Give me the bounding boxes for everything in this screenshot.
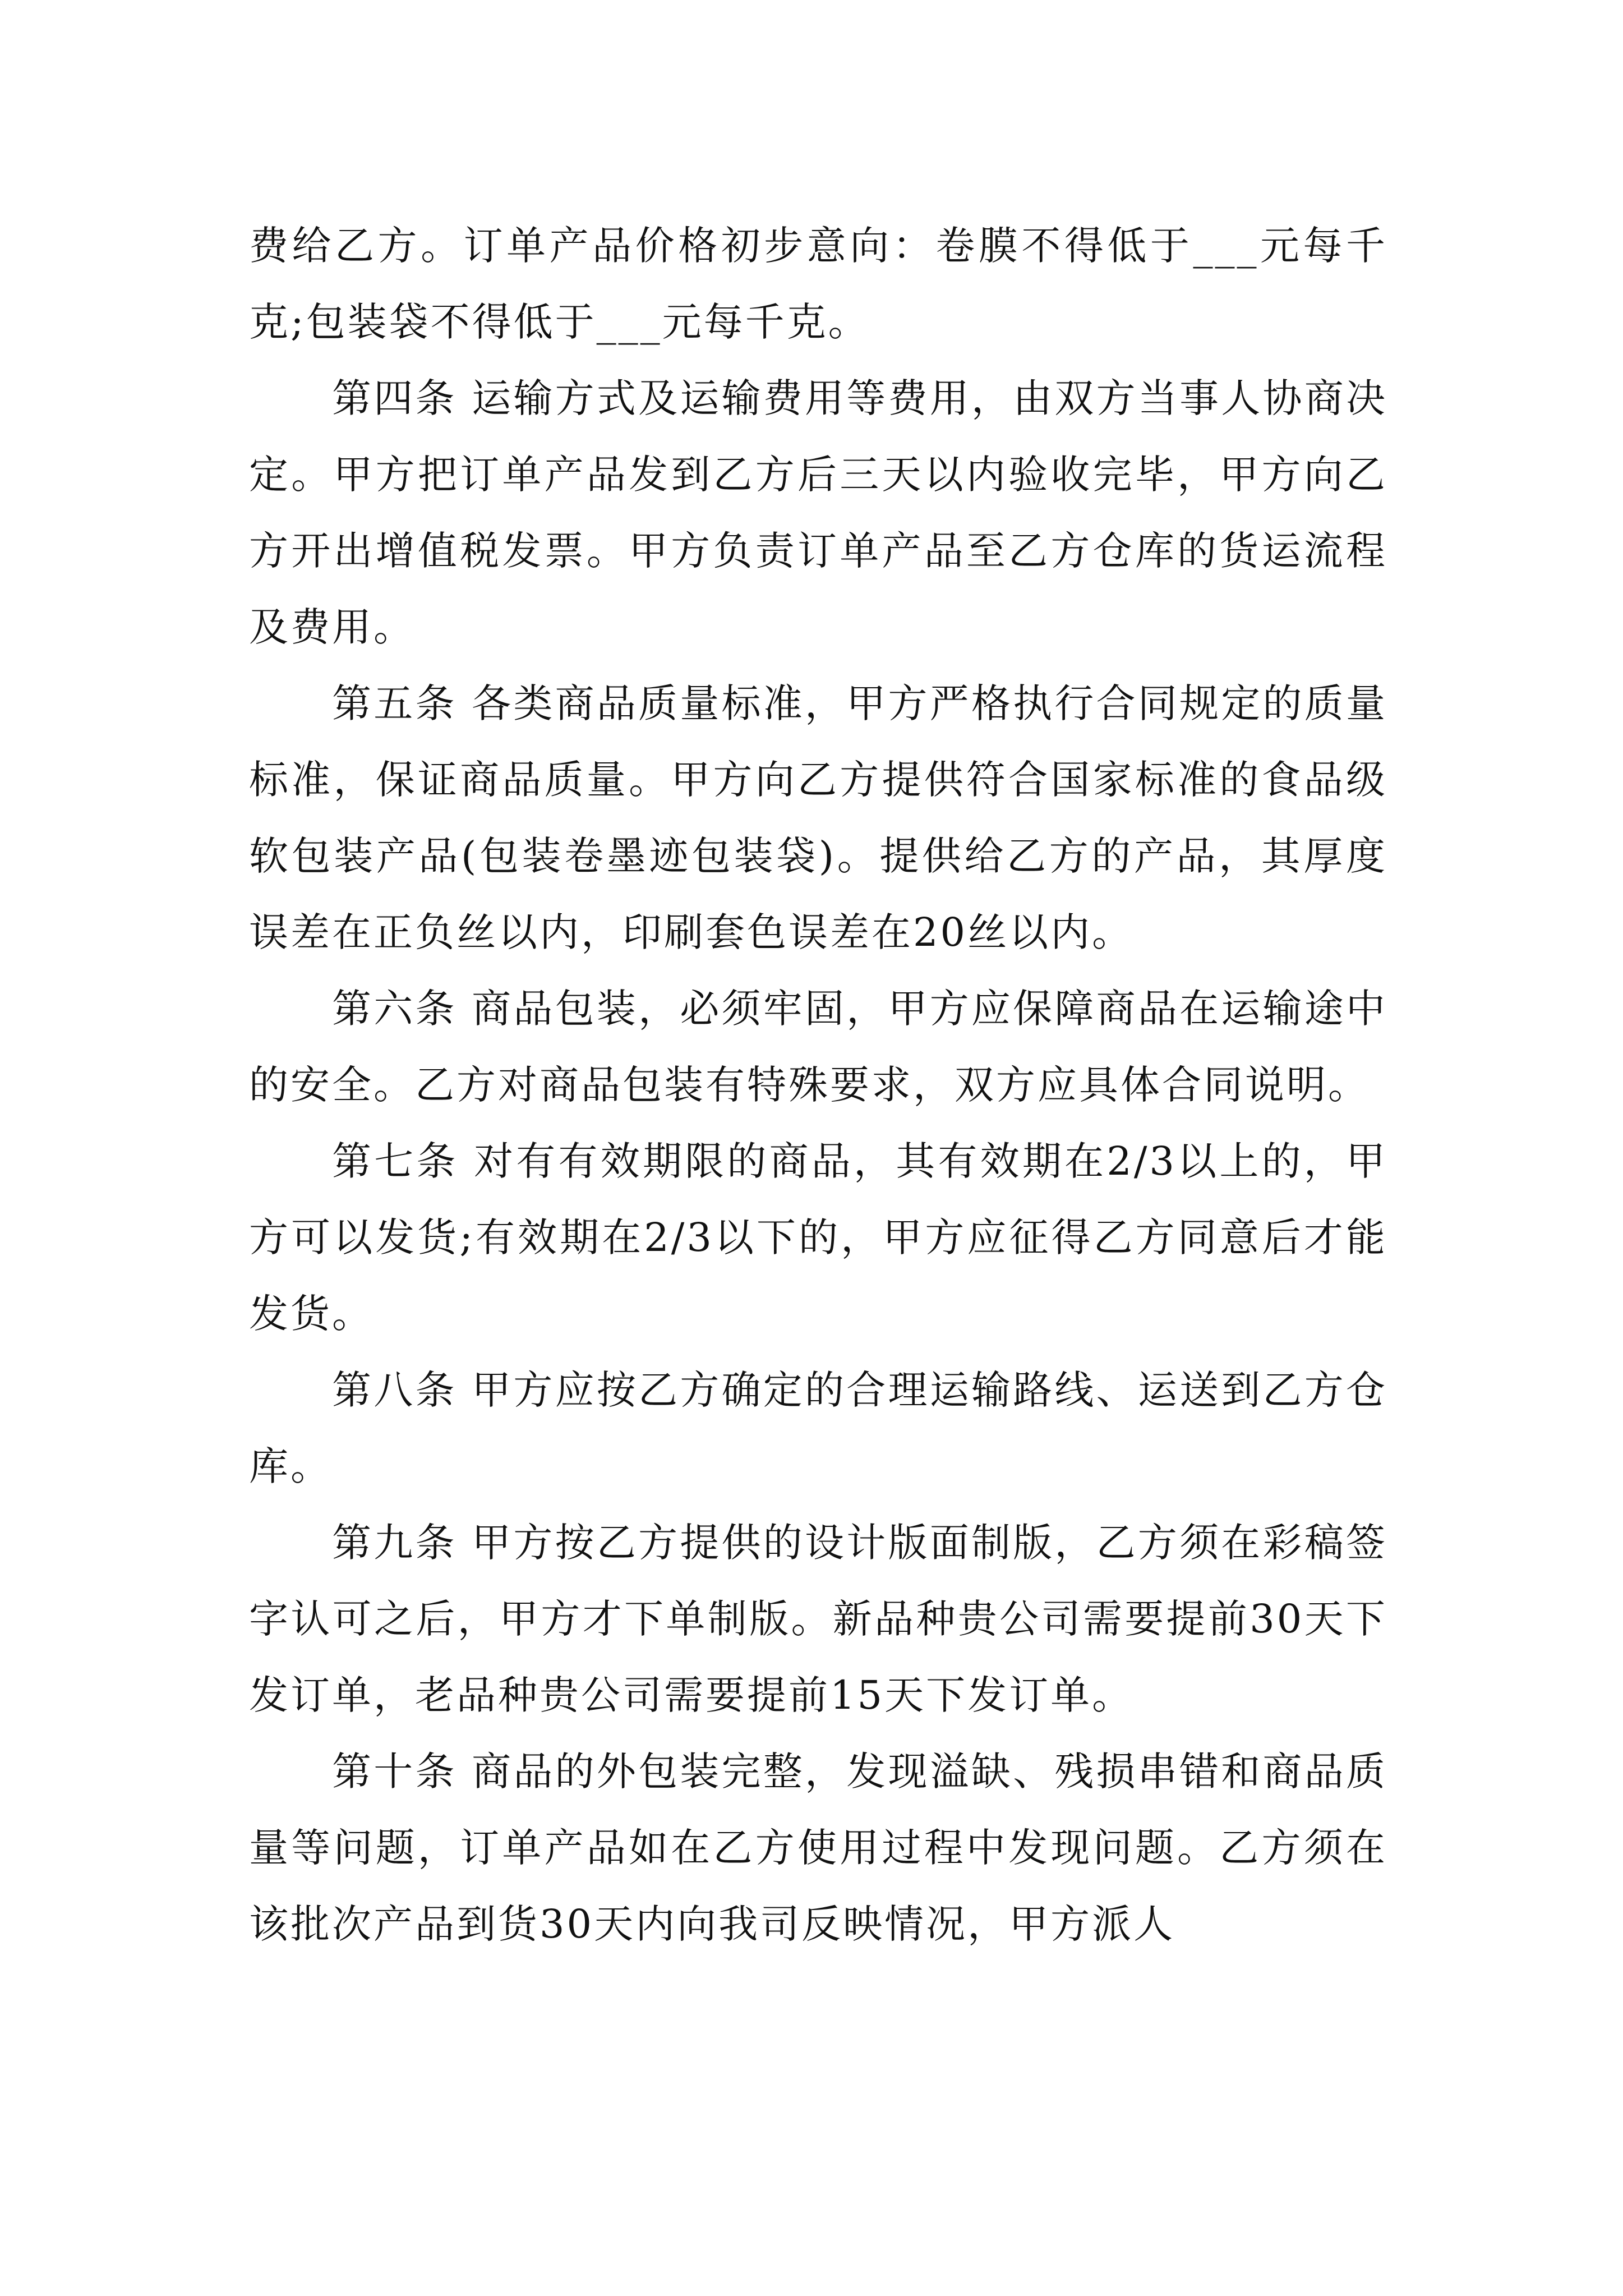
- document-page: [249, 0, 1387, 1962]
- paragraph-article-10: 第十条 商品的外包装完整，发现溢缺、残损串错和商品质量等问题，订单产品如在乙方使用过程中发现问题。乙方须在该批次产品到货30天内向我司反映情况，甲方派人: [249, 1749, 1387, 1947]
- paragraph-article-8: 第八条 甲方应按乙方确定的合理运输路线、运送到乙方仓库。: [249, 1367, 1387, 1489]
- paragraph-article-7: 第七条 对有有效期限的商品，其有效期在2/3以上的，甲方可以发货;有效期在2/3以下的，甲方应征得乙方同意后才能发货。: [249, 1138, 1387, 1337]
- paragraph-article-4: 第四条 运输方式及运输费用等费用，由双方当事人协商决定。甲方把订单产品发到乙方后三天以内验收完毕，甲方向乙方开出增值税发票。甲方负责订单产品至乙方仓库的货运流程及费用。: [249, 375, 1387, 650]
- paragraph-article-9: 第九条 甲方按乙方提供的设计版面制版，乙方须在彩稿签字认可之后，甲方才下单制版。新品种贵公司需要提前30天下发订单，老品种贵公司需要提前15天下发订单。: [249, 1520, 1387, 1718]
- paragraph-article-6: 第六条 商品包装，必须牢固，甲方应保障商品在运输途中的安全。乙方对商品包装有特殊要求，双方应具体合同说明。: [249, 986, 1387, 1108]
- paragraph-article-5: 第五条 各类商品质量标准，甲方严格执行合同规定的质量标准，保证商品质量。甲方向乙方提供符合国家标准的食品级软包装产品(包装卷墨迹包装袋)。提供给乙方的产品，其厚度误差在正负丝以内，印刷套色误差在20丝以内。: [249, 680, 1387, 955]
- paragraph-continuation: 费给乙方。订单产品价格初步意向：卷膜不得低于___元每千克;包装袋不得低于___元每千克。: [249, 223, 1387, 345]
